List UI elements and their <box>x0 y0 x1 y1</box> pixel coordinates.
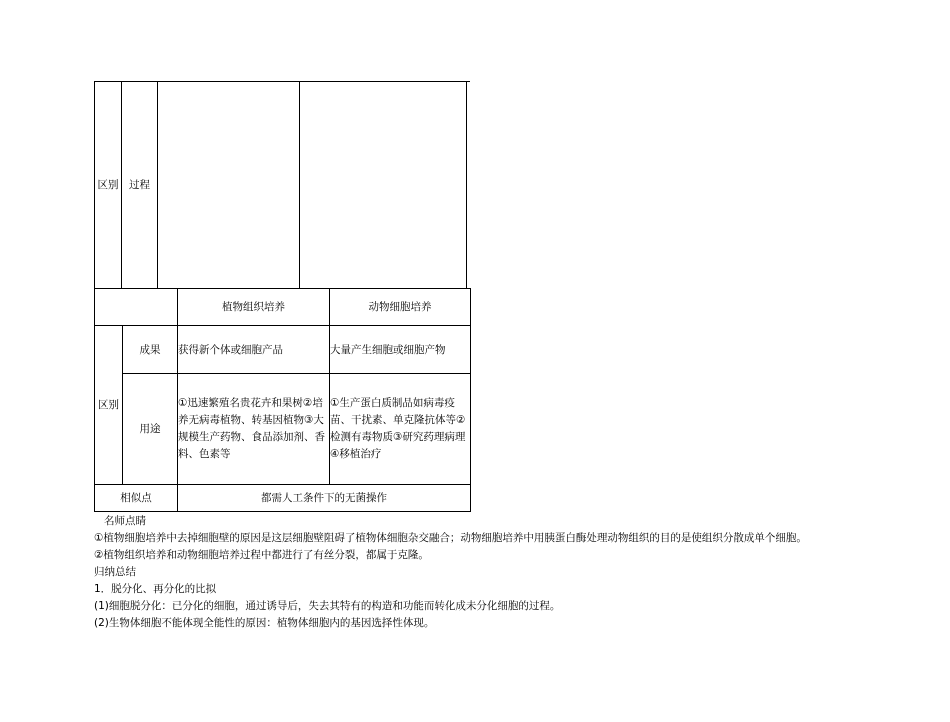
row-label-similar: 相似点 <box>120 492 152 504</box>
summary-item-1: 1．脱分化、再分化的比拟 <box>94 583 217 595</box>
header-plant-culture: 植物组织培养 <box>222 301 285 313</box>
row-label-diff: 区别 <box>97 179 119 191</box>
table-line <box>466 81 468 288</box>
summary-title: 归纳总结 <box>94 566 136 578</box>
use-animal-cell <box>330 374 470 484</box>
table-line <box>299 81 301 288</box>
result-animal: 大量产生细胞或细胞产物 <box>330 343 446 356</box>
row-label-use: 用途 <box>139 423 161 435</box>
header-animal-culture: 动物细胞培养 <box>368 301 432 313</box>
table-line <box>94 511 471 513</box>
table-line <box>157 81 159 288</box>
summary-item-1a: (1)细胞脱分化：已分化的细胞，通过诱导后，失去其特有的构造和功能而转化成未分化细胞的过程。 <box>94 600 561 612</box>
summary-item-1b: (2)生物体细胞不能体现全能性的原因：植物体细胞内的基因选择性体现。 <box>94 617 435 629</box>
notes-title: 名师点睛 <box>104 515 146 527</box>
use-plant: ①迅速繁殖名贵花卉和果树②培养无病毒植物、转基因植物③大规模生产药物、食品添加剂、香料、色素等 <box>178 397 325 460</box>
row-label-diff: 区别 <box>98 399 119 411</box>
row-label-result: 成果 <box>139 343 161 356</box>
result-plant: 获得新个体或细胞产品 <box>178 343 283 356</box>
notes-line-2: ②植物组织培养和动物细胞培养过程中都进行了有丝分裂，都属于克隆。 <box>94 549 429 561</box>
use-animal: ①生产蛋白质制品如病毒疫苗、干扰素、单克隆抗体等②检测有毒物质③研究药理病理④移植治疗 <box>330 397 466 460</box>
table-line <box>470 288 472 512</box>
similar-value: 都需人工条件下的无菌操作 <box>261 492 387 504</box>
notes-line-1: ①植物细胞培养中去掉细胞壁的原因是这层细胞壁阻碍了植物体细胞杂交融合；动物细胞培养中用胰蛋白酶处理动物组织的目的是使组织分散成单个细胞。 <box>94 532 807 544</box>
use-plant-cell <box>178 374 329 484</box>
table-line <box>94 81 470 83</box>
row-label-process: 过程 <box>129 179 150 191</box>
